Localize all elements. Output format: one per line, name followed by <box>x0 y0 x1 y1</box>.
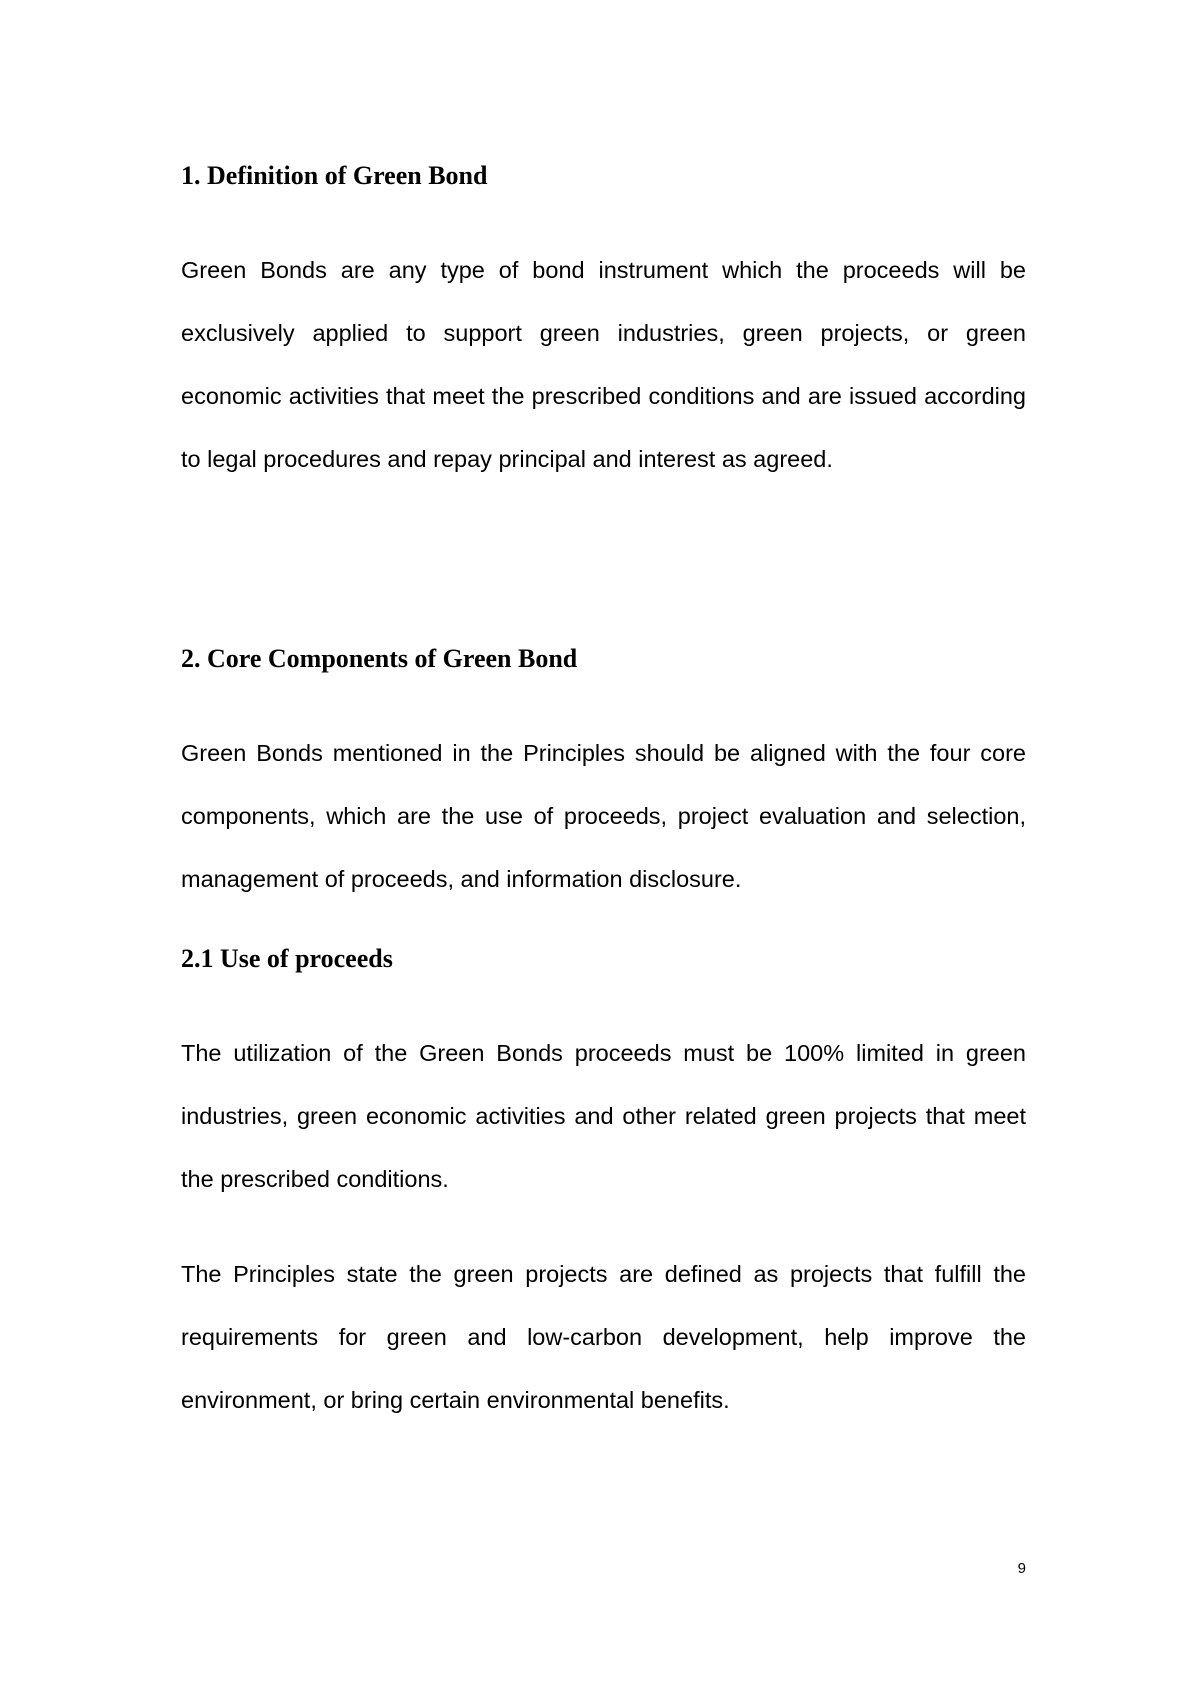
green-projects-definition-paragraph: The Principles state the green projects are defined as projects that fulfill the requirements for green and low-carbon development, help improve the environment, or bring certain environmental benefits. <box>181 1261 1026 1413</box>
page-number: 9 <box>1017 1560 1026 1577</box>
section-heading-definition: 1. Definition of Green Bond <box>181 161 488 190</box>
core-components-paragraph: Green Bonds mentioned in the Principles should be aligned with the four core components, which are the use of proceeds, project evaluation and selection, management of proceeds, and information disclosure. <box>181 740 1026 892</box>
page-content <box>181 160 1026 1432</box>
subsection-heading-use-of-proceeds: 2.1 Use of proceeds <box>181 944 393 973</box>
section-heading-core-components: 2. Core Components of Green Bond <box>181 644 578 673</box>
definition-paragraph: Green Bonds are any type of bond instrument which the proceeds will be exclusively applied to support green industries, green projects, or green economic activities that meet the prescribed conditions and are issued according to legal procedures and repay principal and interest as agreed. <box>181 257 1026 472</box>
use-of-proceeds-paragraph: The utilization of the Green Bonds proceeds must be 100% limited in green industries, green economic activities and other related green projects that meet the prescribed conditions. <box>181 1040 1026 1192</box>
